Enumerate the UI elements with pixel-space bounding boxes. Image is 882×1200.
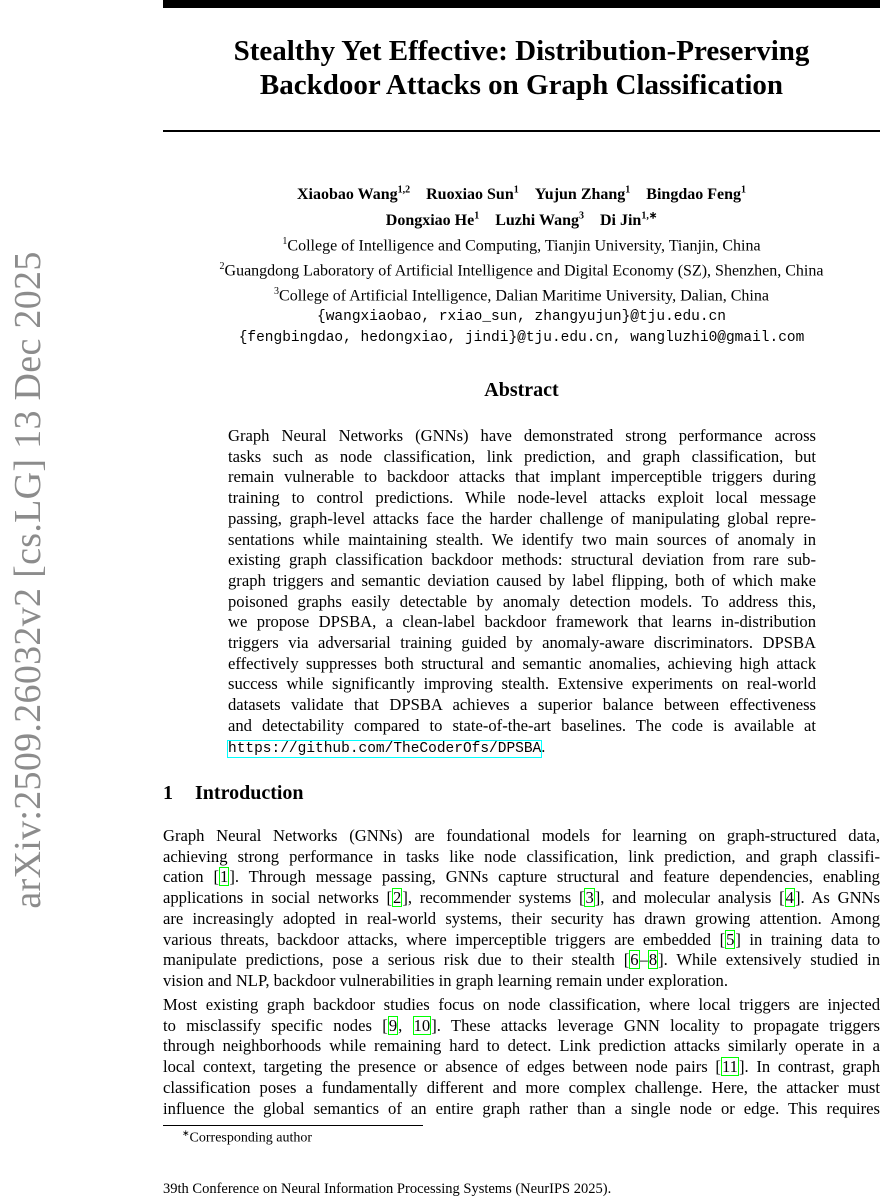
abstract-heading: Abstract bbox=[484, 379, 559, 401]
abstract-line: graph triggers and semantic deviation caused by label flipping, both of which make bbox=[228, 570, 816, 590]
author bbox=[426, 186, 519, 203]
title-top-rule bbox=[163, 0, 880, 8]
footnote-rule bbox=[163, 1125, 423, 1126]
author-sup: 1,∗ bbox=[641, 210, 658, 222]
text-run: local context, targeting the presence or absence of edges between node pairs [ bbox=[163, 1057, 721, 1077]
affiliation-text: Guangdong Laboratory of Artificial Intelligence and Digital Economy (SZ), Shenzhen, China bbox=[224, 262, 824, 280]
abstract-line: passing, graph-level attacks face the harder challenge of manipulating global repre- bbox=[228, 508, 816, 528]
affiliation-sup: 3 bbox=[274, 286, 280, 298]
paragraph-line: influence the global semantics of an entire graph rather than a single node or edge. This requires bbox=[163, 1098, 880, 1118]
abstract-line: datasets validate that DPSBA achieves a superior balance between effectiveness bbox=[228, 695, 816, 715]
text-run: ]. These attacks leverage GNN locality to propagate triggers bbox=[431, 1015, 880, 1035]
author-name: Xiaobao Wang bbox=[297, 186, 398, 204]
paragraph-line bbox=[163, 1016, 880, 1037]
abstract-line: sentations while maintaining stealth. We identify two main sources of anomaly in bbox=[228, 529, 816, 549]
citation-link[interactable]: 5 bbox=[726, 929, 735, 949]
text-run: ], and molecular analysis [ bbox=[594, 888, 785, 908]
corresponding-author-footnote bbox=[182, 1128, 312, 1147]
author bbox=[495, 212, 584, 229]
abstract-line: tasks such as node classification, link prediction, and graph classification, but bbox=[228, 446, 816, 466]
citation-link[interactable]: 9 bbox=[388, 1015, 398, 1035]
paragraph-line: achieving strong performance in tasks like node classification, link prediction, and graph classifi- bbox=[163, 846, 880, 866]
text-run: ]. Through message passing, GNNs capture structural and feature dependencies, enabling bbox=[229, 867, 880, 887]
title-line-1: Stealthy Yet Effective: Distribution-Preserving bbox=[233, 35, 810, 67]
paper-title bbox=[163, 34, 880, 102]
author-name: Luzhi Wang bbox=[495, 211, 579, 229]
author bbox=[386, 212, 479, 229]
section-title: Introduction bbox=[195, 782, 304, 804]
affiliation-text: College of Artificial Intelligence, Dalian Maritime University, Dalian, China bbox=[279, 287, 769, 305]
text-run: ] in training data to bbox=[735, 929, 880, 949]
paragraph-line: through neighborhoods while remaining hard to detect. Link prediction attacks similarly operate in a bbox=[163, 1036, 880, 1056]
author-name: Yujun Zhang bbox=[534, 186, 626, 204]
author-names-line-1 bbox=[163, 180, 880, 205]
text-run: ]. While extensively studied in bbox=[658, 950, 880, 970]
conference-venue: 39th Conference on Neural Information Processing Systems (NeurIPS 2025). bbox=[163, 1181, 612, 1197]
text-run: applications in social networks [ bbox=[163, 888, 393, 908]
author-sup: 1 bbox=[513, 185, 519, 196]
author-name: Di Jin bbox=[599, 211, 642, 229]
title-bottom-rule bbox=[163, 130, 880, 132]
abstract-line: and detectability compared to state-of-the-art baselines. The code is available at bbox=[228, 715, 816, 735]
citation-link[interactable]: 1 bbox=[220, 867, 229, 887]
paragraph-line: Graph Neural Networks (GNNs) are foundational models for learning on graph-structured data, bbox=[163, 826, 880, 845]
paragraph-line bbox=[163, 950, 880, 971]
section-number: 1 bbox=[163, 782, 173, 804]
text-run: , bbox=[398, 1015, 413, 1035]
section-heading-introduction bbox=[163, 782, 304, 805]
footnote-text: Corresponding author bbox=[189, 1130, 313, 1146]
text-run: various threats, backdoor attacks, where imperceptible triggers are embedded [ bbox=[163, 929, 726, 949]
text-run: manipulate predictions, pose a serious risk due to their stealth [ bbox=[163, 950, 630, 970]
author-sup: 1,2 bbox=[397, 185, 411, 196]
abstract-line: training to control predictions. While node-level attacks exploit local message bbox=[228, 488, 816, 508]
paragraph-line bbox=[163, 930, 880, 951]
abstract-line: Graph Neural Networks (GNNs) have demonstrated strong performance across bbox=[228, 426, 816, 445]
affiliation-1 bbox=[163, 231, 880, 256]
footnote-marker: ∗ bbox=[182, 1128, 190, 1138]
author-sup: 3 bbox=[578, 210, 584, 222]
abstract-line: effectively suppresses both structural and semantic anomalies, achieving high attack bbox=[228, 653, 816, 673]
paragraph-line: classification poses a fundamentally different and more complex challenge. Here, the attacker must bbox=[163, 1077, 880, 1097]
citation-link[interactable]: 10 bbox=[413, 1015, 431, 1035]
intro-paragraph-1 bbox=[163, 826, 880, 992]
author bbox=[600, 212, 657, 229]
abstract-url-tail: . bbox=[541, 736, 546, 756]
abstract-body bbox=[228, 426, 816, 759]
paragraph-line bbox=[163, 888, 880, 909]
email-line-1: {wangxiaobao, rxiao_sun, zhangyujun}@tju.edu.cn bbox=[317, 308, 726, 325]
arxiv-identifier-stamp: arXiv:2509.26032v2 [cs.LG] 13 Dec 2025 bbox=[7, 251, 49, 909]
author bbox=[535, 186, 631, 203]
citation-link[interactable]: 11 bbox=[721, 1057, 738, 1077]
code-repository-link[interactable]: https://github.com/TheCoderOfs/DPSBA bbox=[228, 740, 542, 757]
author-block bbox=[163, 180, 880, 349]
affiliation-sup: 1 bbox=[282, 235, 288, 247]
text-run: to misclassify specific nodes [ bbox=[163, 1015, 388, 1035]
abstract-line: triggers via adversarial training guided by anomaly-aware discriminators. DPSBA bbox=[228, 633, 816, 653]
abstract-line: existing graph classification backdoor methods: structural deviation from rare sub- bbox=[228, 550, 816, 570]
text-run: – bbox=[639, 950, 648, 970]
paragraph-line: are increasingly adopted in real-world systems, their security has drawn growing attention. Among bbox=[163, 908, 880, 928]
paragraph-line bbox=[163, 1057, 880, 1078]
paragraph-line: Most existing graph backdoor studies focus on node classification, where local triggers are injected bbox=[163, 995, 880, 1014]
author-name: Bingdao Feng bbox=[646, 186, 741, 204]
text-run: ]. As GNNs bbox=[794, 888, 880, 908]
text-run: cation [ bbox=[163, 867, 220, 887]
author-sup: 1 bbox=[625, 185, 631, 196]
citation-link[interactable]: 6 bbox=[630, 950, 639, 970]
email-line-2: {fengbingdao, hedongxiao, jindi}@tju.edu.cn, wangluzhi0@gmail.com bbox=[238, 329, 805, 346]
abstract-line: poisoned graphs easily detectable by anomaly detection models. To address this, bbox=[228, 591, 816, 611]
text-run: ]. In contrast, graph bbox=[738, 1057, 881, 1077]
title-line-2: Backdoor Attacks on Graph Classification bbox=[259, 69, 784, 101]
citation-link[interactable]: 2 bbox=[393, 888, 402, 908]
paragraph-line bbox=[163, 867, 880, 888]
author bbox=[297, 186, 410, 203]
abstract-line: remain vulnerable to backdoor attacks that implant imperceptible triggers during bbox=[228, 467, 816, 487]
abstract-line: success while significantly improving stealth. Extensive experiments on real-world bbox=[228, 674, 816, 694]
author-sup: 1 bbox=[474, 210, 480, 222]
affiliation-2 bbox=[163, 256, 880, 281]
citation-link[interactable]: 8 bbox=[648, 950, 658, 970]
author-name: Ruoxiao Sun bbox=[426, 186, 514, 204]
affiliation-3 bbox=[163, 281, 880, 306]
abstract-url-line bbox=[228, 737, 816, 760]
abstract-line: we propose DPSBA, a clean-label backdoor framework that learns in-distribution bbox=[228, 612, 816, 632]
author-name: Dongxiao He bbox=[385, 211, 475, 229]
affiliation-sup: 2 bbox=[219, 260, 225, 272]
affiliation-text: College of Intelligence and Computing, Tianjin University, Tianjin, China bbox=[287, 236, 761, 254]
intro-paragraph-2 bbox=[163, 995, 880, 1119]
paragraph-line: vision and NLP, backdoor vulnerabilities in graph learning remain under exploration. bbox=[163, 970, 728, 990]
author bbox=[646, 186, 746, 203]
author-names-line-2 bbox=[163, 205, 880, 230]
author-sup: 1 bbox=[740, 185, 746, 196]
citation-link[interactable]: 3 bbox=[585, 888, 594, 908]
text-run: ], recommender systems [ bbox=[402, 888, 585, 908]
citation-link[interactable]: 4 bbox=[785, 888, 794, 908]
